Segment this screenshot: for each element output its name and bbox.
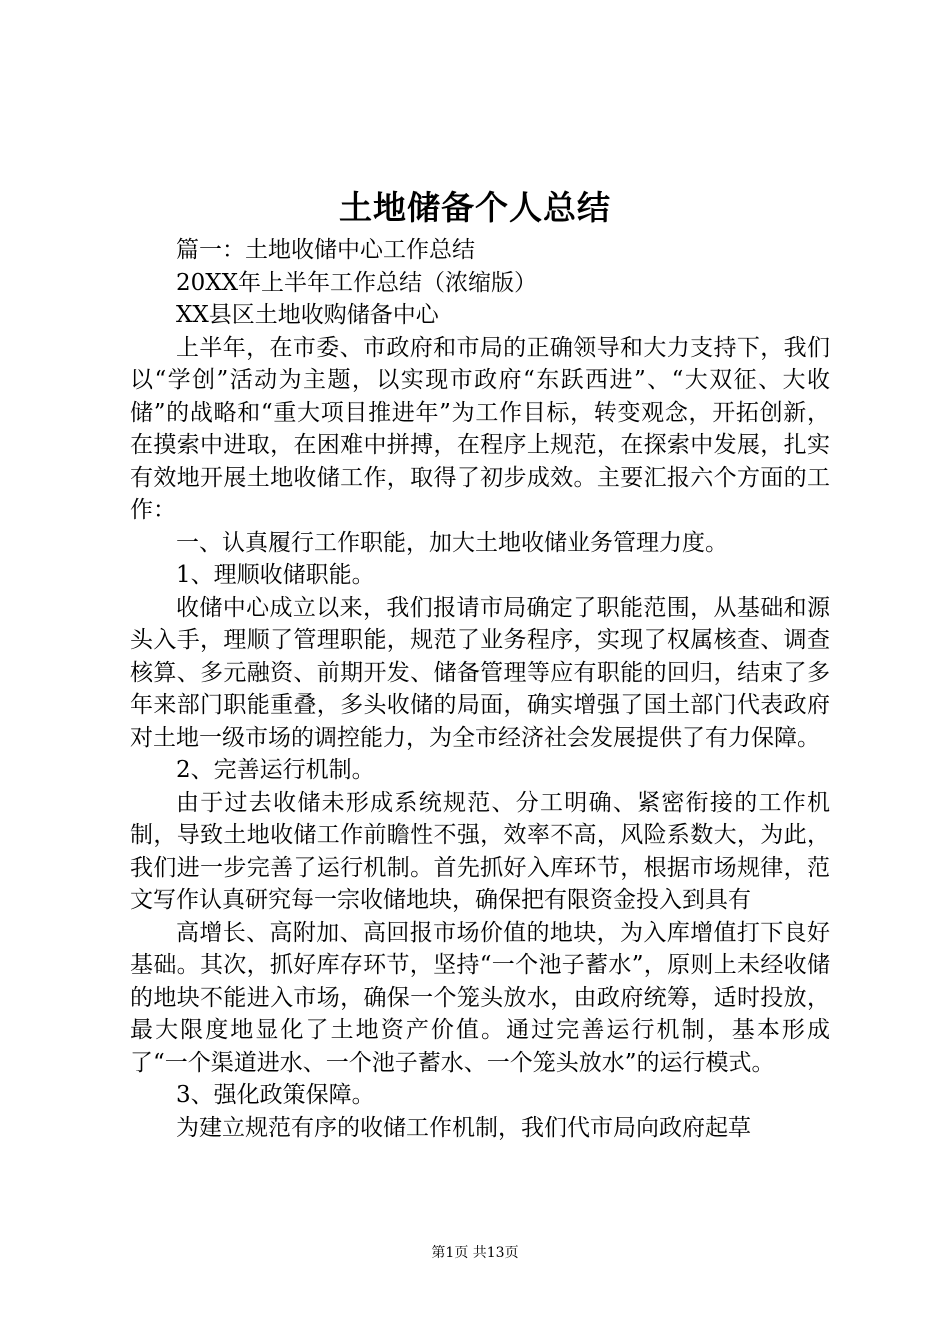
paragraph-3: XX县区土地收购储备中心 <box>176 302 439 328</box>
page-number-footer: 第1页 共13页 <box>431 1245 519 1261</box>
paragraph-5: 一、认真履行工作职能，加大土地收储业务管理力度。 <box>176 529 728 556</box>
document-body <box>130 234 830 1144</box>
paragraph-6: 1、理顺收储职能。 <box>176 562 375 588</box>
paragraph-8: 2、完善运行机制。 <box>176 757 375 783</box>
paragraph-4: 上半年，在市委、市政府和市局的正确领导和大力支持下，我们以“学创”活动为主题，以实现市政府“东跃西进”、“大双征、大收储”的战略和“重大项目推进年”为工作目标，转变观念，开拓创新，在摸索中进取，在困难中拼搏，在程序上规范，在探索中发展，扎实有效地开展土地收储工作，取得了初步成效。主要汇报六个方面的工作： <box>130 334 830 523</box>
paragraph-1: 篇一：土地收储中心工作总结 <box>176 237 475 263</box>
document-title: 土地储备个人总结 <box>339 188 611 227</box>
paragraph-9: 由于过去收储未形成系统规范、分工明确、紧密衔接的工作机制，导致土地收储工作前瞻性不强，效率不高，风险系数大，为此，我们进一步完善了运行机制。首先抓好入库环节，根据市场规律，范文写作认真研究每一宗收储地块，确保把有限资金投入到具有 <box>130 789 830 913</box>
paragraph-2: 20XX年上半年工作总结（浓缩版） <box>176 269 538 296</box>
paragraph-12: 为建立规范有序的收储工作机制，我们代市局向政府起草 <box>176 1114 751 1141</box>
paragraph-7: 收储中心成立以来，我们报请市局确定了职能范围，从基础和源头入手，理顺了管理职能，规范了业务程序，实现了权属核查、调查核算、多元融资、前期开发、储备管理等应有职能的回归，结束了多年来部门职能重叠，多头收储的局面，确实增强了国土部门代表政府对土地一级市场的调控能力，为全市经济社会发展提供了有力保障。 <box>130 594 830 751</box>
paragraph-11: 3、强化政策保障。 <box>176 1082 375 1108</box>
paragraph-10: 高增长、高附加、高回报市场价值的地块，为入库增值打下良好基础。其次，抓好库存环节，坚持“一个池子蓄水”，原则上未经收储的地块不能进入市场，确保一个笼头放水，由政府统筹，适时投放，最大限度地显化了土地资产价值。通过完善运行机制，基本形成了“一个渠道进水、一个池子蓄水、一个笼头放水”的运行模式。 <box>130 919 830 1076</box>
